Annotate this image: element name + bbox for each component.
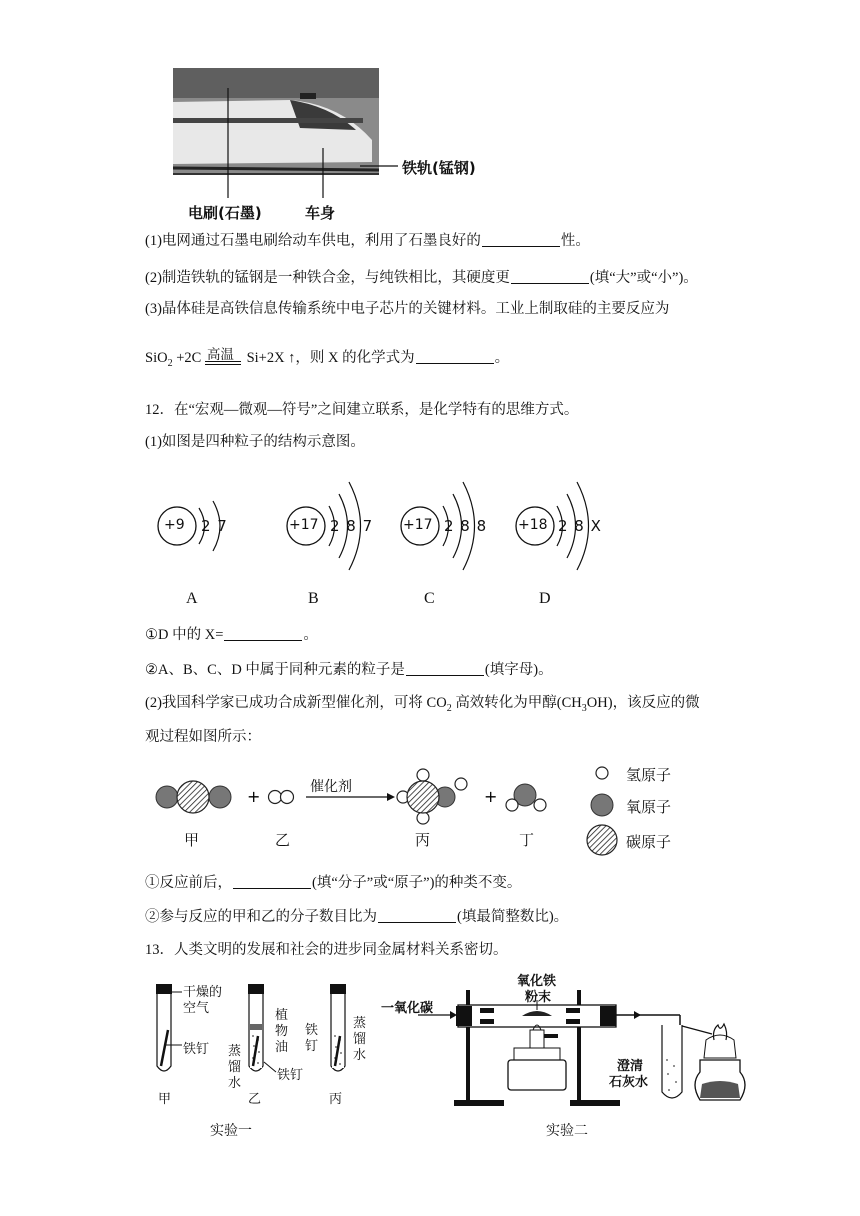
oil-label-2: 物 [275, 1024, 289, 1039]
tube-label-jia: 甲 [158, 1092, 172, 1107]
nucleus-c: +17 [403, 517, 433, 533]
nail-label-yi: 铁钉 [277, 1068, 304, 1083]
legend-hydrogen: 氢原子 [626, 766, 672, 784]
water-label-yi-2: 馏 [228, 1060, 242, 1075]
legend-oxygen: 氧原子 [626, 798, 672, 816]
particle-label-c: C [424, 590, 435, 607]
particle-label-b: B [308, 590, 319, 607]
dry-air-label-1: 干燥的 [183, 985, 223, 1000]
q12-title: 12．在“宏观—微观—符号”之间建立联系，是化学特有的思维方式。 [145, 402, 579, 418]
q11-equation: SiO$_2$ +2C 高温 Si+2X ↑，则 X 的化学式为 。 [145, 347, 510, 369]
svg-text:+: + [247, 787, 261, 806]
shells-a: 2 7 [201, 517, 227, 535]
nucleus-d: +18 [518, 517, 548, 533]
q11-part1: (1)电网通过石墨电刷给动车供电，利用了石墨良好的 性。 [145, 233, 590, 249]
experiment-one-caption: 实验一 [210, 1123, 252, 1139]
water-label-yi-3: 水 [228, 1076, 242, 1091]
shells-d: 2 8 X [558, 517, 601, 535]
fe2o3-label-1: 氧化铁 [517, 974, 557, 989]
co-label: 一氧化碳 [381, 1001, 434, 1016]
q12-r1: ①反应前后， (填“分子”或“原子”)的种类不变。 [145, 875, 522, 891]
legend-carbon: 碳原子 [626, 833, 672, 851]
oil-label-1: 植 [275, 1008, 289, 1023]
nail-label-bing-1: 铁 [305, 1023, 319, 1038]
q12-r2: ②参与反应的甲和乙的分子数目比为 (填最简整数比)。 [145, 909, 569, 925]
q12-sub1: ①D 中的 X= 。 [145, 627, 318, 643]
nucleus-a: +9 [164, 517, 185, 533]
q12-part2-line2: 观过程如图所示： [145, 729, 261, 745]
q11-part3: (3)晶体硅是高铁信息传输系统中电子芯片的关键材料。工业上制取硅的主要反应为 [145, 301, 670, 317]
rail-label: 铁轨(锰钢) [402, 159, 476, 177]
q12-part1: (1)如图是四种粒子的结构示意图。 [145, 434, 365, 450]
shells-b: 2 8 7 [330, 517, 373, 535]
nail-label-jia: 铁钉 [183, 1042, 210, 1057]
tube-label-yi: 乙 [248, 1092, 262, 1107]
particle-label-d: D [539, 590, 551, 607]
q12-sub2: ②A、B、C、D 中属于同种元素的粒子是 (填字母)。 [145, 662, 553, 678]
q11-part2: (2)制造铁轨的锰钢是一种铁合金，与纯铁相比，其硬度更 (填“大”或“小”)。 [145, 270, 698, 286]
brush-label: 电刷(石墨) [188, 204, 262, 222]
molecule-label-jia: 甲 [184, 831, 200, 849]
molecule-label-bing: 丙 [415, 831, 431, 849]
q13-title: 13．人类文明的发展和社会的进步同金属材料关系密切。 [145, 942, 508, 958]
q12-part2-line1: (2)我国科学家已成功合成新型催化剂，可将 $CO_2$ 高效转化为甲醇$(CH_3OH)$，该反应的微 [145, 695, 700, 714]
molecule-label-yi: 乙 [275, 831, 291, 849]
shells-c: 2 8 8 [444, 517, 487, 535]
catalyst-label: 催化剂 [310, 779, 352, 795]
nucleus-b: +17 [289, 517, 319, 533]
limewater-label-1: 澄清 [617, 1059, 644, 1074]
water-label-bing-1: 蒸 [353, 1016, 367, 1031]
fe2o3-label-2: 粉末 [525, 990, 552, 1005]
particle-label-a: A [186, 590, 198, 607]
body-label: 车身 [305, 204, 336, 222]
tube-label-bing: 丙 [329, 1092, 343, 1107]
water-label-yi-1: 蒸 [228, 1044, 242, 1059]
svg-text:+: + [484, 787, 498, 806]
water-label-bing-3: 水 [353, 1048, 367, 1063]
experiment-two-caption: 实验二 [546, 1123, 588, 1139]
molecule-label-ding: 丁 [519, 831, 535, 849]
water-label-bing-2: 馏 [353, 1032, 367, 1047]
oil-label-3: 油 [275, 1040, 289, 1055]
dry-air-label-2: 空气 [183, 1001, 210, 1016]
nail-label-bing-2: 钉 [305, 1039, 319, 1054]
limewater-label-2: 石灰水 [609, 1075, 649, 1090]
